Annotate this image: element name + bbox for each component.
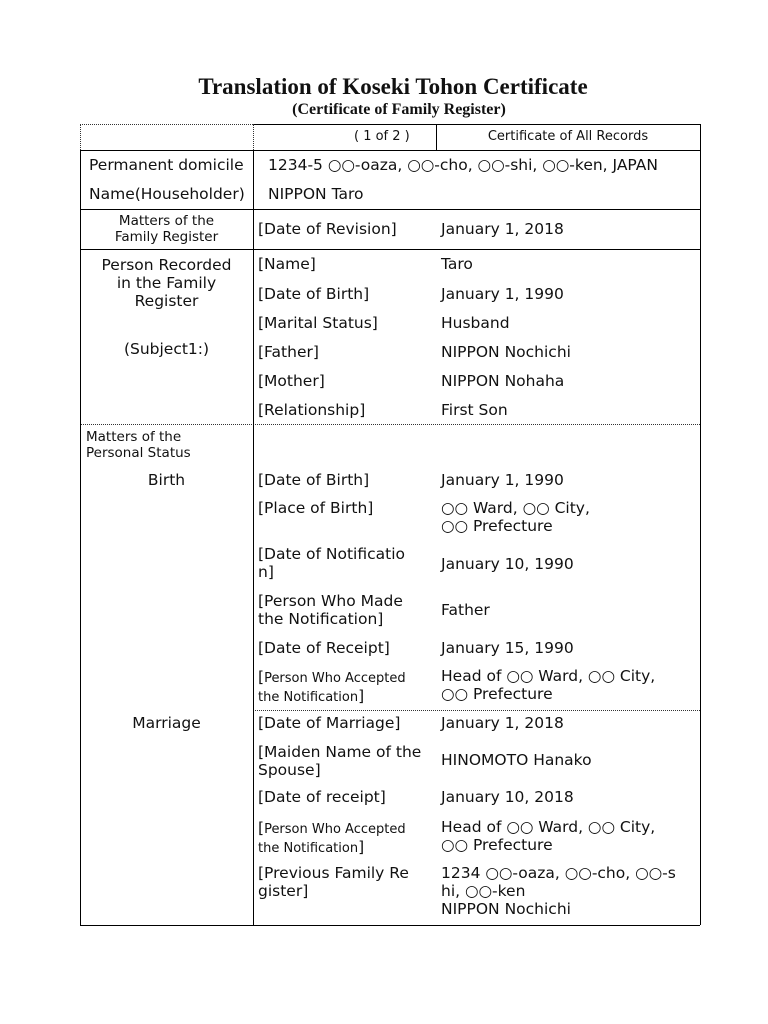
marital-status-field: [Marital Status] <box>258 314 378 332</box>
right-border <box>700 124 701 925</box>
left-border-dotted <box>80 124 81 150</box>
marriage-accepter-field: [Person Who Accepted the Notification] <box>258 819 406 856</box>
mother-field: [Mother] <box>258 372 325 390</box>
maiden-name-value: HINOMOTO Hanako <box>441 751 592 769</box>
notification-date-value: January 10, 1990 <box>441 555 574 573</box>
domicile-label: Permanent domicile <box>89 156 244 174</box>
birth-receipt-date-value: January 15, 1990 <box>441 639 574 657</box>
page-indicator: ( 1 of 2 ) <box>354 129 410 144</box>
place-of-birth-value: ○○ Ward, ○○ City, ○○ Prefecture <box>441 499 590 535</box>
revision-date-value: January 1, 2018 <box>441 220 564 238</box>
personal-status-label: Matters of the Personal Status <box>86 429 191 461</box>
name-value: Taro <box>441 255 473 273</box>
person-recorded-label: Person Recorded in the Family Register <box>101 256 232 310</box>
birth-date-value: January 1, 1990 <box>441 471 564 489</box>
birth-date-field: [Date of Birth] <box>258 471 370 489</box>
document-title: Translation of Koseki Tohon Certificate <box>198 74 588 99</box>
birth-accepter-field: [Person Who Accepted the Notification] <box>258 668 406 705</box>
domicile-value: 1234-5 ○○-oaza, ○○-cho, ○○-shi, ○○-ken, JAPAN <box>268 156 658 174</box>
mother-value: NIPPON Nohaha <box>441 372 565 390</box>
family-register-row-divider <box>80 249 700 250</box>
place-of-birth-field: [Place of Birth] <box>258 499 374 517</box>
father-value: NIPPON Nochichi <box>441 343 571 361</box>
table-top-border-dotted <box>80 124 253 125</box>
column-divider-dotted <box>253 124 254 150</box>
person-section-divider <box>80 424 700 425</box>
previous-register-value: 1234 ○○-oaza, ○○-cho, ○○-s hi, ○○-ken NIPPON Nochichi <box>441 864 676 918</box>
certificate-type: Certificate of All Records <box>487 129 649 144</box>
header-row-divider <box>80 150 700 151</box>
marriage-accepter-value: Head of ○○ Ward, ○○ City, ○○ Prefecture <box>441 818 656 854</box>
dob-field: [Date of Birth] <box>258 285 370 303</box>
column-divider <box>253 150 254 925</box>
birth-accepter-value: Head of ○○ Ward, ○○ City, ○○ Prefecture <box>441 667 656 703</box>
householder-value: NIPPON Taro <box>268 185 364 203</box>
birth-label: Birth <box>147 471 186 489</box>
marriage-receipt-date-field: [Date of receipt] <box>258 788 386 806</box>
previous-register-field: [Previous Family Re gister] <box>258 864 409 900</box>
marriage-divider <box>253 710 700 711</box>
relationship-value: First Son <box>441 401 508 419</box>
revision-date-label: [Date of Revision] <box>258 220 397 238</box>
table-bottom-border <box>80 925 700 926</box>
marriage-receipt-date-value: January 10, 2018 <box>441 788 574 806</box>
marriage-label: Marriage <box>132 714 201 732</box>
notifier-field: [Person Who Made the Notification] <box>258 592 403 628</box>
householder-label: Name(Householder) <box>89 185 245 203</box>
document-subtitle: (Certificate of Family Register) <box>292 101 506 118</box>
family-register-label: Matters of the Family Register <box>114 213 219 245</box>
name-field: [Name] <box>258 255 316 273</box>
birth-receipt-date-field: [Date of Receipt] <box>258 639 390 657</box>
marriage-date-value: January 1, 2018 <box>441 714 564 732</box>
relationship-field: [Relationship] <box>258 401 366 419</box>
subject-label: (Subject1:) <box>123 340 210 358</box>
dob-value: January 1, 1990 <box>441 285 564 303</box>
notifier-value: Father <box>441 601 490 619</box>
maiden-name-field: [Maiden Name of the Spouse] <box>258 743 422 779</box>
notification-date-field: [Date of Notificatio n] <box>258 545 406 581</box>
marriage-date-field: [Date of Marriage] <box>258 714 401 732</box>
marital-status-value: Husband <box>441 314 510 332</box>
table-top-border <box>253 124 700 125</box>
domicile-row-divider <box>80 209 700 210</box>
father-field: [Father] <box>258 343 319 361</box>
